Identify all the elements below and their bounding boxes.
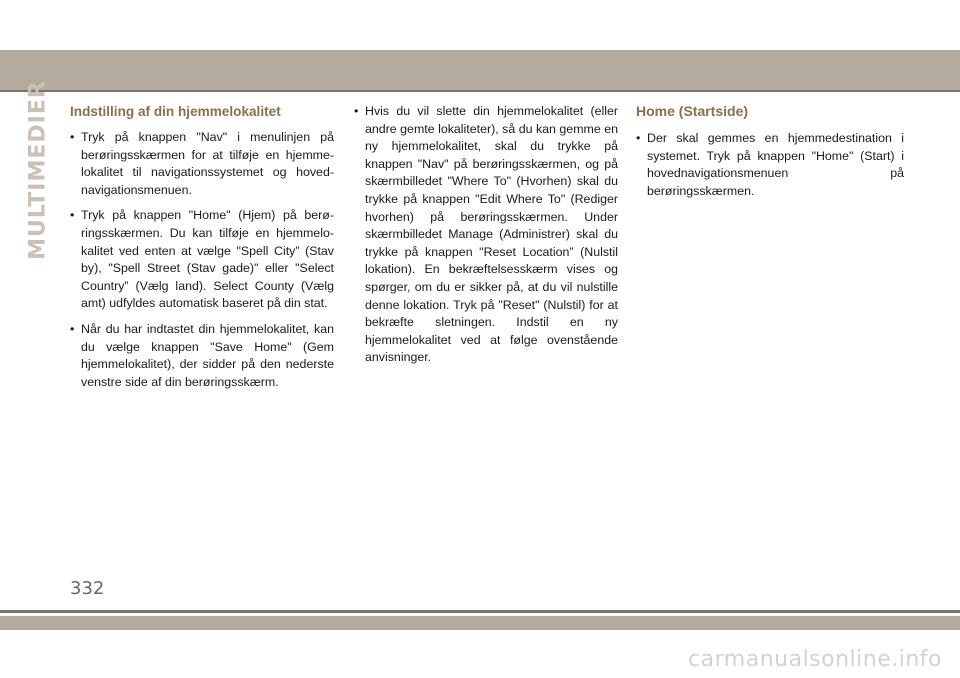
bullet-text: Når du har indtastet din hjemmelokalitet, kan du vælge knappen "Save Home" (Gem hjemmelokalitet), der sidder på den nederste venstre side af din berøringsskærm.: [81, 321, 334, 389]
footer-band: [0, 616, 960, 630]
section-heading-home-location: Indstilling af din hjemmelokalitet: [70, 104, 281, 119]
bullet-item: [70, 321, 334, 391]
bullet-dot: •: [70, 321, 75, 336]
page-number: 332: [70, 578, 105, 599]
bullet-item: [354, 103, 618, 367]
bullet-text: Tryk på knappen "Home" (Hjem) på berøringsskærmen. Du kan tilføje en hjemmelokalitet ved enten at vælge "Spell City” (Stav by), "Spell Street (Stav gade)" eller "Select Country” (Vælg land). Select County (Vælg amt) udfyldes automatisk baseret på din stat.: [81, 208, 334, 311]
column-middle: [354, 103, 618, 375]
bullet-dot: •: [636, 131, 641, 145]
header-rule: [0, 90, 960, 92]
bullet-dot: •: [70, 208, 75, 223]
bullet-text: Der skal gemmes en hjemmedestination i systemet. Tryk på knappen "Home" (Start) i hovednavigationsmenuen på berøringsskærmen.: [647, 131, 904, 198]
footer-rule: [0, 610, 960, 613]
bullet-item: [70, 129, 334, 199]
chapter-side-label: [24, 80, 52, 260]
watermark-text: carmanualsonline.info: [688, 647, 942, 672]
header-band: [0, 50, 960, 90]
bullet-item: [70, 207, 334, 313]
column-right: [636, 103, 904, 208]
column-left: [70, 103, 334, 399]
bullet-dot: •: [354, 104, 359, 118]
bullet-text: Tryk på knappen "Nav" i menulinjen på berøringsskærmen for at tilføje en hjemmelokalitet til navigationssystemet og hovednavigationsmenuen.: [81, 130, 334, 197]
bullet-item: [636, 130, 904, 200]
chapter-side-label-text: MULTIMEDIER: [25, 80, 51, 260]
bullet-text: Hvis du vil slette din hjemmelokalitet (eller andre gemte lokaliteter), så du kan gemme en ny hjemmelokalitet, skal du trykke på knappen "Nav" på berøringsskærmen, og på skærmbilledet "Where To" (Hvorhen) skal du trykke på knappen "Edit Where To" (Rediger hvorhen) på berøringsskærmen. Under skærmbilledet Manage (Administrer) skal du trykke på knappen "Reset Location” (Nulstil lokation). En bekræftelsesskærm vises og spørger, om du er sikker på, at du vil nulstille denne lokation. Tryk på "Reset" (Nulstil) for at bekræfte sletningen. Indstil en ny hjemmelokalitet ved at følge ovenstående anvisninger.: [365, 104, 618, 365]
bullet-dot: •: [70, 130, 75, 144]
section-heading-home-start: Home (Startside): [636, 103, 749, 119]
